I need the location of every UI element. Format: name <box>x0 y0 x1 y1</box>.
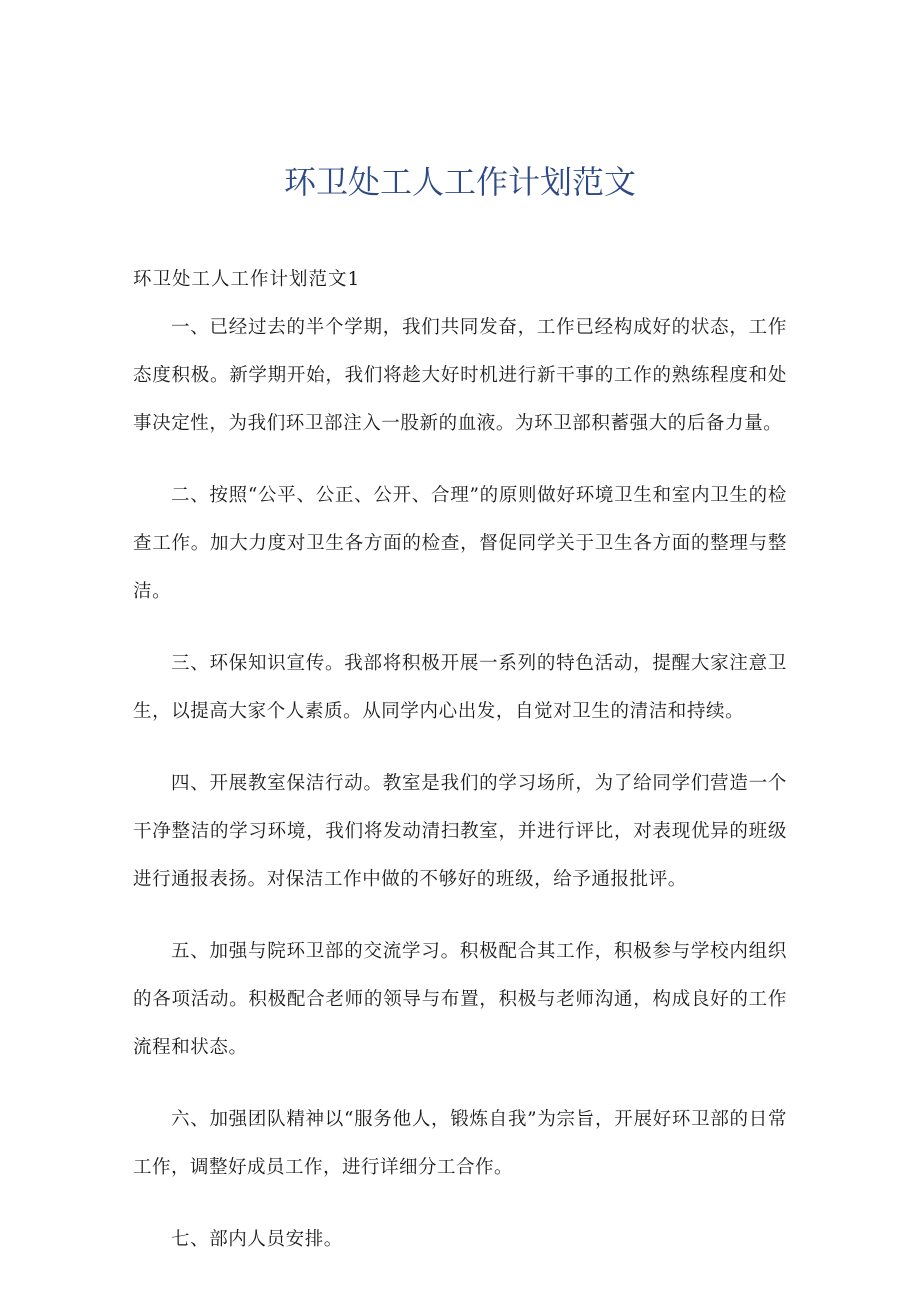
document-body <box>133 262 787 1288</box>
paragraph-2: 二、按照“公平、公正、公开、合理”的原则做好环境卫生和室内卫生的检查工作。加大力度对卫生各方面的检查，督促同学关于卫生各方面的整理与整洁。 <box>133 485 787 602</box>
paragraph-7: 七、部内人员安排。 <box>171 1229 343 1250</box>
paragraph-3: 三、环保知识宣传。我部将积极开展一系列的特色活动，提醒大家注意卫生，以提高大家个人素质。从同学内心出发，自觉对卫生的清洁和持续。 <box>133 653 787 722</box>
section-heading: 环卫处工人工作计划范文1 <box>133 269 361 290</box>
paragraph-5: 五、加强与院环卫部的交流学习。积极配合其工作，积极参与学校内组织的各项活动。积极配合老师的领导与布置，积极与老师沟通，构成良好的工作流程和状态。 <box>133 941 787 1058</box>
paragraph-6: 六、加强团队精神以“服务他人，锻炼自我”为宗旨，开展好环卫部的日常工作，调整好成员工作，进行详细分工合作。 <box>133 1109 787 1178</box>
document-title: 环卫处工人工作计划范文 <box>283 163 636 201</box>
paragraph-4: 四、开展教室保洁行动。教室是我们的学习场所，为了给同学们营造一个干净整洁的学习环境，我们将发动清扫教室，并进行评比，对表现优异的班级进行通报表扬。对保洁工作中做的不够好的班级，给予通报批评。 <box>133 773 787 890</box>
paragraph-1: 一、已经过去的半个学期，我们共同发奋，工作已经构成好的状态，工作态度积极。新学期开始，我们将趁大好时机进行新干事的工作的熟练程度和处事决定性，为我们环卫部注入一股新的血液。为环卫部积蓄强大的后备力量。 <box>133 317 787 434</box>
